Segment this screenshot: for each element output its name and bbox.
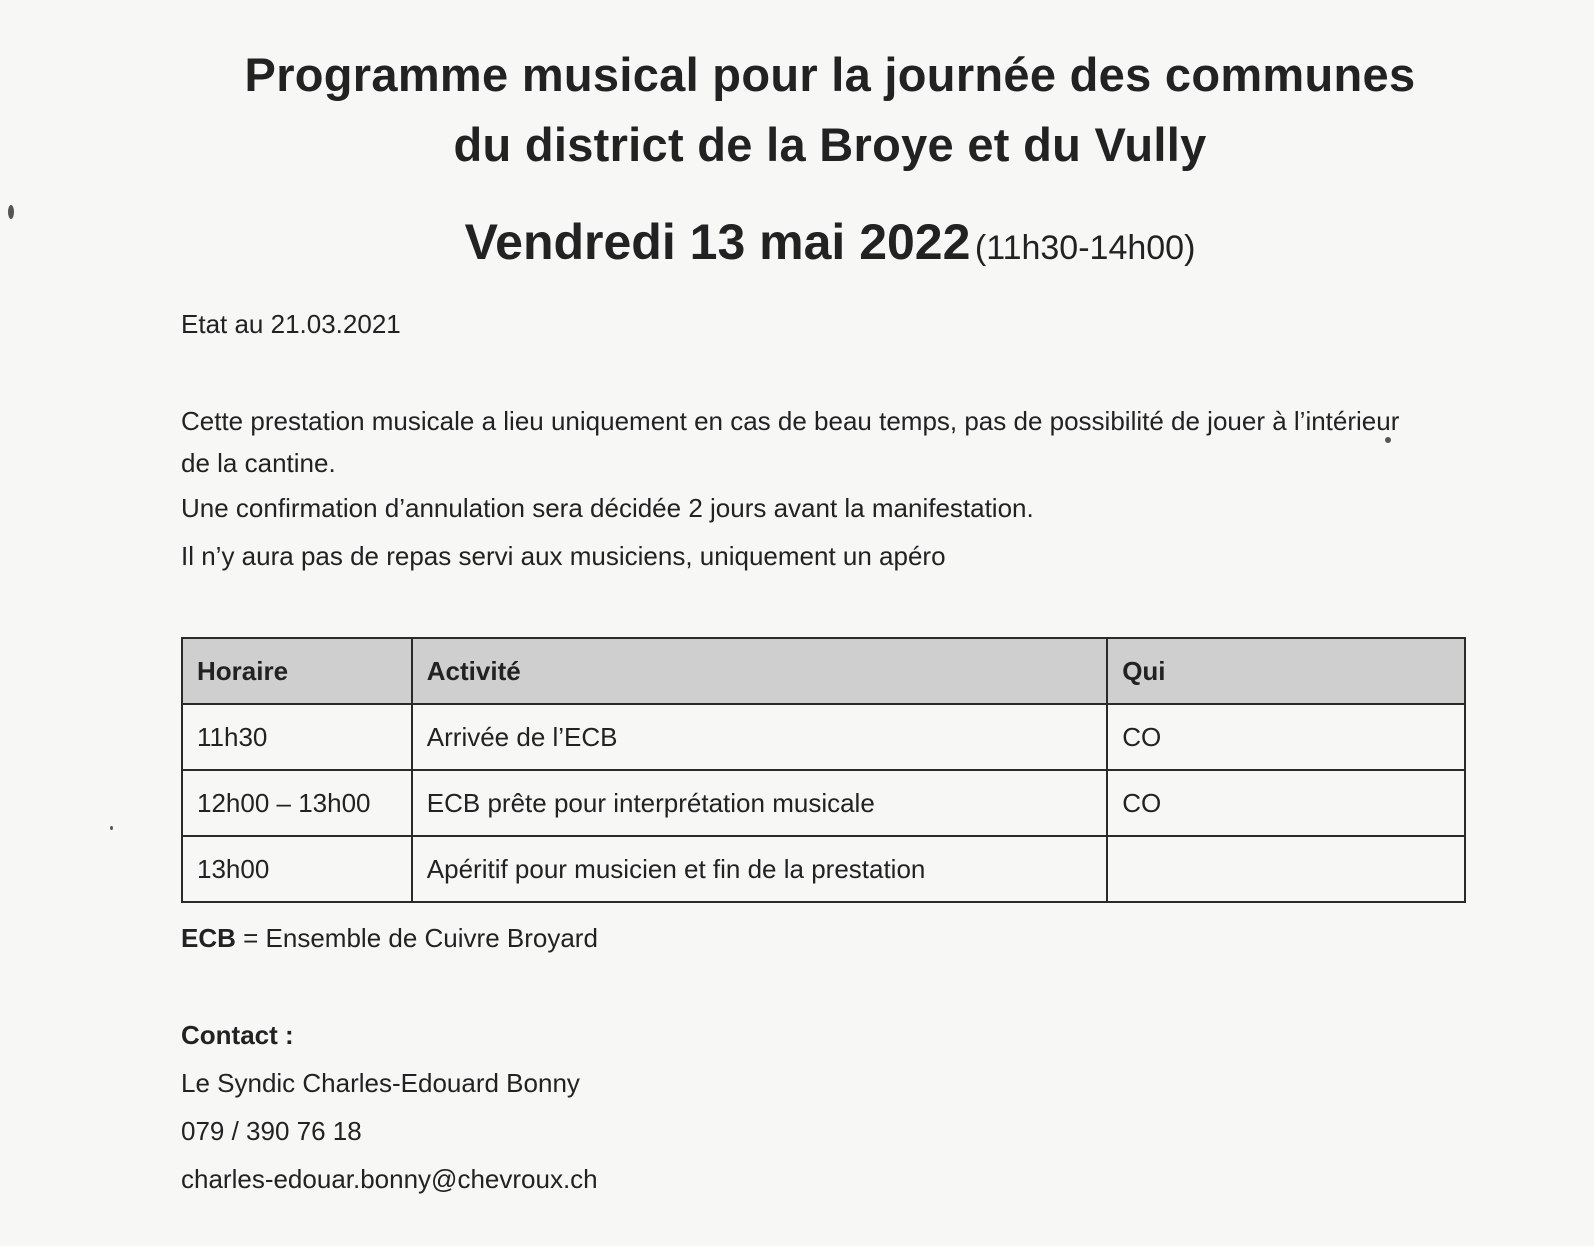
cell-horaire: 13h00 [182,836,412,902]
title-line-2: du district de la Broye et du Vully [453,118,1207,171]
cell-qui: CO [1107,770,1465,836]
contact-email: charles-edouar.bonny@chevroux.ch [181,1164,598,1194]
scan-speck [8,205,14,219]
cell-horaire: 11h30 [182,704,412,770]
header-activite: Activité [412,638,1107,704]
table-row [182,770,1465,836]
cell-qui [1107,836,1465,902]
cell-activite: Apéritif pour musicien et fin de la prestation [412,836,1107,902]
cell-horaire: 12h00 – 13h00 [182,770,412,836]
cell-activite: Arrivée de l’ECB [412,704,1107,770]
confirmation-paragraph: Une confirmation d’annulation sera décidée 2 jours avant la manifestation. [181,493,1034,523]
legend-abbr: ECB [181,923,236,953]
title-line-1: Programme musical pour la journée des communes [244,48,1416,101]
header-horaire: Horaire [182,638,412,704]
scan-speck [1385,437,1391,443]
contact-title: Contact : [181,1020,294,1050]
table-header-row [182,638,1465,704]
table-row [182,836,1465,902]
event-date-line [160,207,1500,290]
contact-phone: 079 / 390 76 18 [181,1116,362,1146]
scan-speck [110,826,113,830]
contact-name: Le Syndic Charles-Edouard Bonny [181,1068,580,1098]
event-date: Vendredi 13 mai 2022 [464,214,971,270]
weather-paragraph: Cette prestation musicale a lieu uniquement en cas de beau temps, pas de possibilité de jouer à l’intérieur de la cantine. [181,406,1400,478]
meal-paragraph: Il n’y aura pas de repas servi aux musiciens, uniquement un apéro [181,541,946,571]
abbreviation-legend [181,918,598,958]
header-qui: Qui [1107,638,1465,704]
document-state: Etat au 21.03.2021 [181,309,401,339]
legend-definition: = Ensemble de Cuivre Broyard [235,923,598,953]
event-time: (11h30-14h00) [974,229,1196,267]
document-title [160,40,1500,180]
schedule-table [181,637,1466,903]
cell-qui: CO [1107,704,1465,770]
cell-activite: ECB prête pour interprétation musicale [412,770,1107,836]
table-row [182,704,1465,770]
